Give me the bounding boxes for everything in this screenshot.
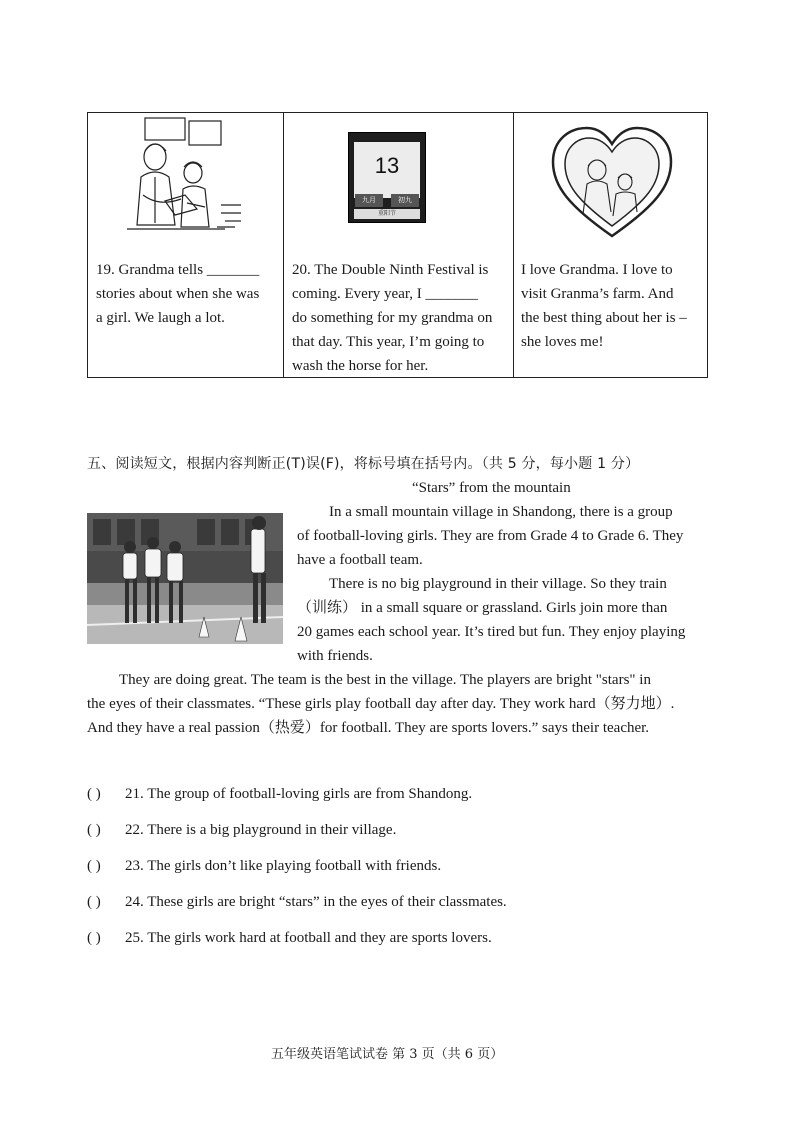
question-20-text [292, 258, 507, 378]
page-footer: 五年级英语笔试试卷 第 3 页（共 6 页） [271, 1047, 504, 1062]
q20-line-1: 20. The Double Ninth Festival is [292, 262, 489, 278]
answer-blank[interactable]: ( ) [87, 858, 101, 874]
question-19-text [96, 258, 276, 330]
question-24 [87, 894, 507, 911]
grandma-story-text [521, 258, 701, 354]
passage-line: the eyes of their classmates. “These girls play football day after day. They work hard（努力地）. [87, 696, 675, 712]
calendar-month: 九月 [355, 194, 383, 207]
answer-blank[interactable]: ( ) [87, 822, 101, 838]
passage-line: of football-loving girls. They are from Grade 4 to Grade 6. They [297, 528, 684, 544]
q19-line-2: stories about when she was [96, 286, 260, 302]
passage-line: have a football team. [297, 552, 423, 568]
question-text: 23. The girls don’t like playing football with friends. [125, 858, 442, 874]
story-line-2: visit Granma’s farm. And [521, 286, 674, 302]
grandma-with-children-illustration [125, 115, 245, 233]
passage-line: They are doing great. The team is the best in the village. The players are bright "stars" in [119, 672, 651, 688]
passage-line: with friends. [297, 648, 373, 664]
girls-playing-football-photo [87, 513, 283, 644]
question-25 [87, 930, 492, 947]
passage-title: “Stars” from the mountain [412, 480, 571, 496]
q20-line-5: wash the horse for her. [292, 358, 429, 374]
q20-line-3: do something for my grandma on [292, 310, 493, 326]
story-line-4: she loves me! [521, 334, 604, 350]
passage-line: And they have a real passion（热爱）for football. They are sports lovers.” says their teacher. [87, 720, 650, 736]
answer-blank[interactable]: ( ) [87, 930, 101, 946]
q20-line-2: coming. Every year, I _______ [292, 286, 479, 302]
passage-line: 20 games each school year. It’s tired but fun. They enjoy playing [297, 624, 686, 640]
story-line-3: the best thing about her is – [521, 310, 687, 326]
calendar-festival: 重阳节 [354, 209, 420, 219]
passage-line: In a small mountain village in Shandong, there is a group [329, 504, 673, 520]
calendar-icon [348, 132, 426, 223]
q20-line-4: that day. This year, I’m going to [292, 334, 485, 350]
story-line-1: I love Grandma. I love to [521, 262, 673, 278]
passage-line: （训练） in a small square or grassland. Girls join more than [297, 600, 668, 616]
passage-line: There is no big playground in their village. So they train [329, 576, 667, 592]
question-22 [87, 822, 396, 839]
question-21 [87, 786, 472, 803]
question-text: 22. There is a big playground in their village. [125, 822, 397, 838]
question-23 [87, 858, 441, 875]
section-5-heading: 五、阅读短文，根据内容判断正(T)误(F)，将标号填在括号内。（共 5 分，每小题 1 分） [87, 456, 640, 472]
answer-blank[interactable]: ( ) [87, 894, 101, 910]
calendar-day: 13 [374, 153, 400, 178]
question-text: 21. The group of football-loving girls are from Shandong. [125, 786, 473, 802]
question-text: 25. The girls work hard at football and they are sports lovers. [125, 930, 492, 946]
heart-with-family-illustration [549, 124, 675, 240]
q19-line-1: 19. Grandma tells _______ [96, 262, 260, 278]
q19-line-3: a girl. We laugh a lot. [96, 310, 225, 326]
calendar-lunar: 初九 [391, 194, 419, 207]
question-text: 24. These girls are bright “stars” in the eyes of their classmates. [125, 894, 507, 910]
picture-story-table [87, 112, 708, 378]
answer-blank[interactable]: ( ) [87, 786, 101, 802]
